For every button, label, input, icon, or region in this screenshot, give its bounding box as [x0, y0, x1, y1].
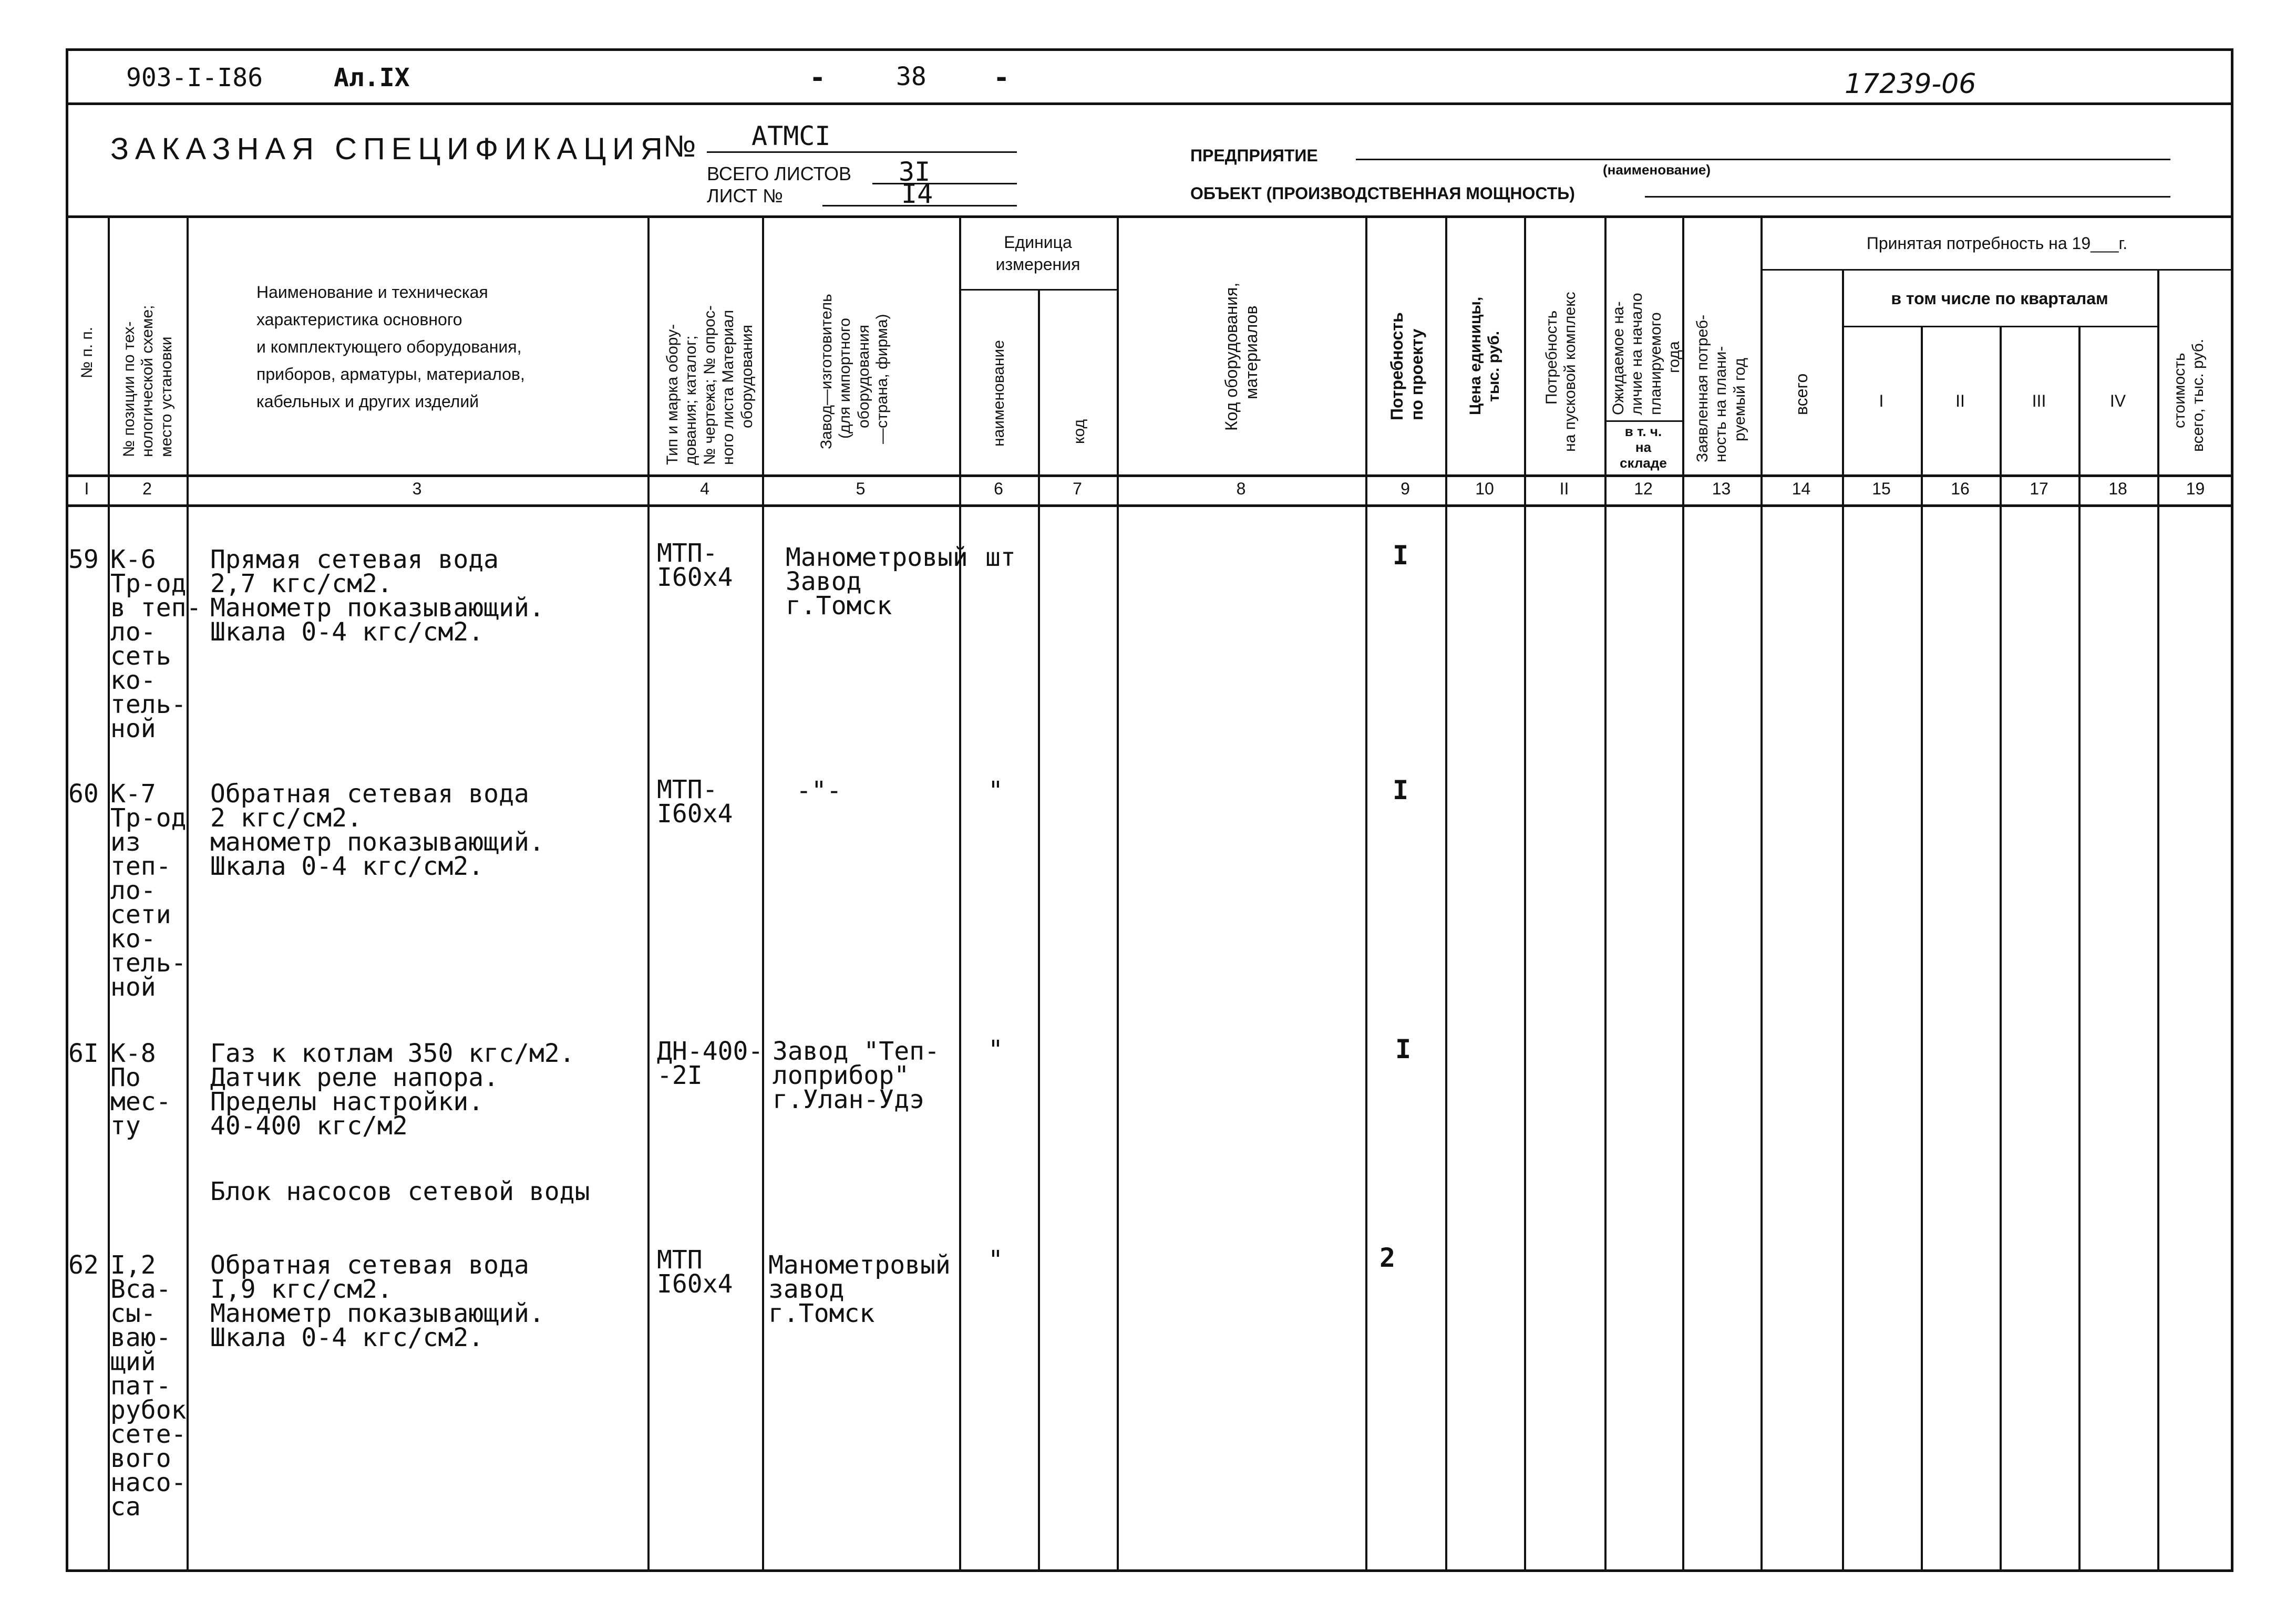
row-item-name: Обратная сетевая вода I,9 кгс/см2. Манометр показывающий. Шкала 0-4 кгс/см2. — [210, 1250, 544, 1352]
col2-header: № позиции по тех- нологической схеме; место установки — [120, 305, 175, 457]
column-number-row-bottom — [66, 504, 2233, 507]
colnum-14: 14 — [1792, 479, 1811, 498]
col-divider-9 — [1445, 215, 1447, 1572]
col19-header: стоимость всего, тыс. руб. — [2171, 338, 2207, 452]
row-item-name: Обратная сетевая вода 2 кгс/см2. манометр показывающий. Шкала 0-4 кгс/см2. — [210, 779, 544, 881]
naming-hint: (наименование) — [1603, 162, 1711, 178]
col5-header: Завод—изготовитель (для импортного оборудования —страна, фирма) — [818, 294, 891, 449]
row-manufacturer: -"- — [796, 776, 842, 805]
document-code: 903-I-I86 — [126, 63, 263, 92]
object-label: ОБЪЕКТ (ПРОИЗВОДСТВЕННАЯ МОЩНОСТЬ) — [1190, 184, 1575, 203]
spec-number-label: № — [663, 129, 696, 163]
row-quantity: I — [1395, 1034, 1412, 1064]
row-unit: " — [988, 1245, 1003, 1275]
colnum-6: 6 — [994, 479, 1003, 498]
colnum-15: 15 — [1872, 479, 1891, 498]
col-divider-7 — [1117, 215, 1119, 1572]
spec-number-underline — [707, 151, 1017, 153]
colnum-9: 9 — [1401, 479, 1410, 498]
row-quantity: 2 — [1379, 1243, 1396, 1273]
col-divider-13 — [1760, 215, 1763, 1572]
table-top-border — [66, 215, 2233, 218]
colnum-10: 10 — [1475, 479, 1494, 498]
colnum-11: II — [1559, 479, 1569, 498]
col-divider-16 — [2000, 326, 2002, 1572]
colnum-18: 18 — [2108, 479, 2127, 498]
row-unit: шт — [985, 543, 1016, 572]
colnum-4: 4 — [700, 479, 709, 498]
row-position: I,2 Вса- сы- ваю- щий пат- рубок сете- вого насо- са — [110, 1250, 187, 1522]
row-item-name: Газ к котлам 350 кгс/м2. Датчик реле напора. Пределы настройки. 40-400 кгс/м2 — [210, 1039, 575, 1141]
quarter-1-header: I — [1879, 391, 1884, 410]
accepted-group-divider — [1760, 269, 2231, 271]
colnum-7: 7 — [1073, 479, 1082, 498]
col-divider-11 — [1604, 215, 1607, 1572]
colnum-3: 3 — [412, 479, 422, 498]
row-unit: " — [988, 1035, 1003, 1064]
col1-header: № п. п. — [78, 326, 96, 378]
row-equipment-type: МТП- I60х4 — [657, 539, 733, 592]
enterprise-label: ПРЕДПРИЯТИЕ — [1190, 146, 1318, 165]
row-quantity: I — [1393, 540, 1409, 571]
row-position: К-6 Тр-од в теп- ло- сеть ко- тель- ной — [110, 545, 202, 743]
colnum-8: 8 — [1236, 479, 1246, 498]
col9-header: Потребность по проекту — [1387, 312, 1426, 420]
archive-stamp: 17239-06 — [1845, 68, 1976, 100]
album-number: Ал.IX — [334, 63, 410, 92]
quarter-3-header: III — [2032, 391, 2046, 410]
sheet-underline — [822, 205, 1017, 206]
col10-header: Цена единицы, тыс. руб. — [1467, 296, 1503, 415]
row-equipment-type: МТП I60х4 — [657, 1245, 733, 1299]
col12-sub-header: в т. ч. на складе — [1620, 423, 1667, 471]
page-dash-right: - — [993, 62, 1010, 94]
col-divider-5 — [959, 215, 961, 1572]
colnum-16: 16 — [1951, 479, 1970, 498]
enterprise-underline — [1356, 159, 2170, 160]
col12-header: Ожидаемое на- личие на начало планируемого года — [1610, 293, 1683, 415]
page-number: 38 — [896, 62, 926, 91]
sheet-number: I4 — [901, 179, 933, 209]
col-divider-1 — [108, 215, 110, 1572]
row-position: К-7 Тр-од из теп- ло- сети ко- тель- ной — [110, 779, 187, 1002]
colnum-2: 2 — [142, 479, 152, 498]
row-number: 60 — [68, 779, 99, 809]
row-manufacturer: Манометровый Завод г.Томск — [786, 543, 968, 621]
col13-header: Заявленная потреб- ность на плани- руемый год — [1694, 314, 1748, 462]
col4-header: Тип и марка обору- дования; каталог; № чертежа; № опрос- ного листа Материал оборудования — [664, 305, 756, 465]
colnum-19: 19 — [2186, 479, 2205, 498]
colnum-17: 17 — [2030, 479, 2048, 498]
colnum-5: 5 — [856, 479, 866, 498]
col8-header: Код оборудования, материалов — [1222, 282, 1261, 431]
row-item-name: Прямая сетевая вода 2,7 кгс/см2. Манометр показывающий. Шкала 0-4 кгс/см2. — [210, 545, 544, 647]
colnum-13: 13 — [1712, 479, 1731, 498]
row-number: 59 — [68, 545, 99, 574]
col14-header: всего — [1792, 373, 1811, 415]
col-divider-14 — [1842, 269, 1844, 1572]
row-manufacturer: Манометровый завод г.Томск — [768, 1250, 951, 1328]
row-number: 62 — [68, 1250, 99, 1280]
col-divider-17 — [2078, 326, 2081, 1572]
col-divider-8 — [1365, 215, 1367, 1572]
spec-number: ATMCI — [751, 121, 831, 151]
total-sheets-underline — [872, 183, 1017, 184]
col-divider-2 — [187, 215, 189, 1572]
col-divider-15 — [1921, 326, 1923, 1572]
section-heading: Блок насосов сетевой воды — [210, 1177, 590, 1206]
col-divider-18 — [2157, 269, 2159, 1572]
unit-group-header: Единица измерения — [995, 233, 1080, 274]
page-dash-left: - — [809, 62, 826, 94]
accepted-group-header: Принятая потребность на 19___г. — [1866, 234, 2128, 253]
col-divider-10 — [1524, 215, 1526, 1572]
sheet-label: ЛИСТ № — [707, 185, 783, 206]
row-position: К-8 По мес- ту — [110, 1039, 171, 1141]
row-equipment-type: ДН-400- -2I — [657, 1037, 764, 1090]
colnum-1: I — [84, 479, 89, 498]
total-sheets-label: ВСЕГО ЛИСТОВ — [707, 163, 851, 184]
row-unit: " — [988, 776, 1003, 805]
col7-header: код — [1070, 419, 1088, 444]
row-equipment-type: МТП- I60х4 — [657, 775, 733, 829]
row-manufacturer: Завод "Теп- лоприбор" г.Улан-Удэ — [773, 1037, 940, 1114]
col-divider-4 — [762, 215, 764, 1572]
quarter-2-header: II — [1955, 391, 1965, 410]
object-underline — [1645, 196, 2170, 198]
col-divider-12 — [1682, 215, 1684, 1572]
quarter-4-header: IV — [2109, 391, 2126, 410]
col6-header: наименование — [990, 340, 1007, 447]
quarters-group-header: в том числе по кварталам — [1891, 289, 2108, 308]
row-number: 6I — [68, 1039, 99, 1068]
colnum-12: 12 — [1634, 479, 1653, 498]
col11-header: Потребность на пусковой комплекс — [1543, 292, 1579, 452]
row-quantity: I — [1393, 775, 1409, 805]
col3-header: Наименование и техническая характеристика основного и комплектующего оборудования, приборов, арматуры, материалов, кабельных и других изделий — [256, 283, 525, 411]
col-divider-3 — [647, 215, 650, 1572]
column-number-row-top — [66, 474, 2233, 477]
page-title: ЗАКАЗНАЯ СПЕЦИФИКАЦИЯ — [110, 132, 669, 166]
total-sheets: 3I — [899, 157, 931, 187]
top-strip-divider — [66, 102, 2233, 105]
col12-sub-divider — [1604, 420, 1682, 422]
